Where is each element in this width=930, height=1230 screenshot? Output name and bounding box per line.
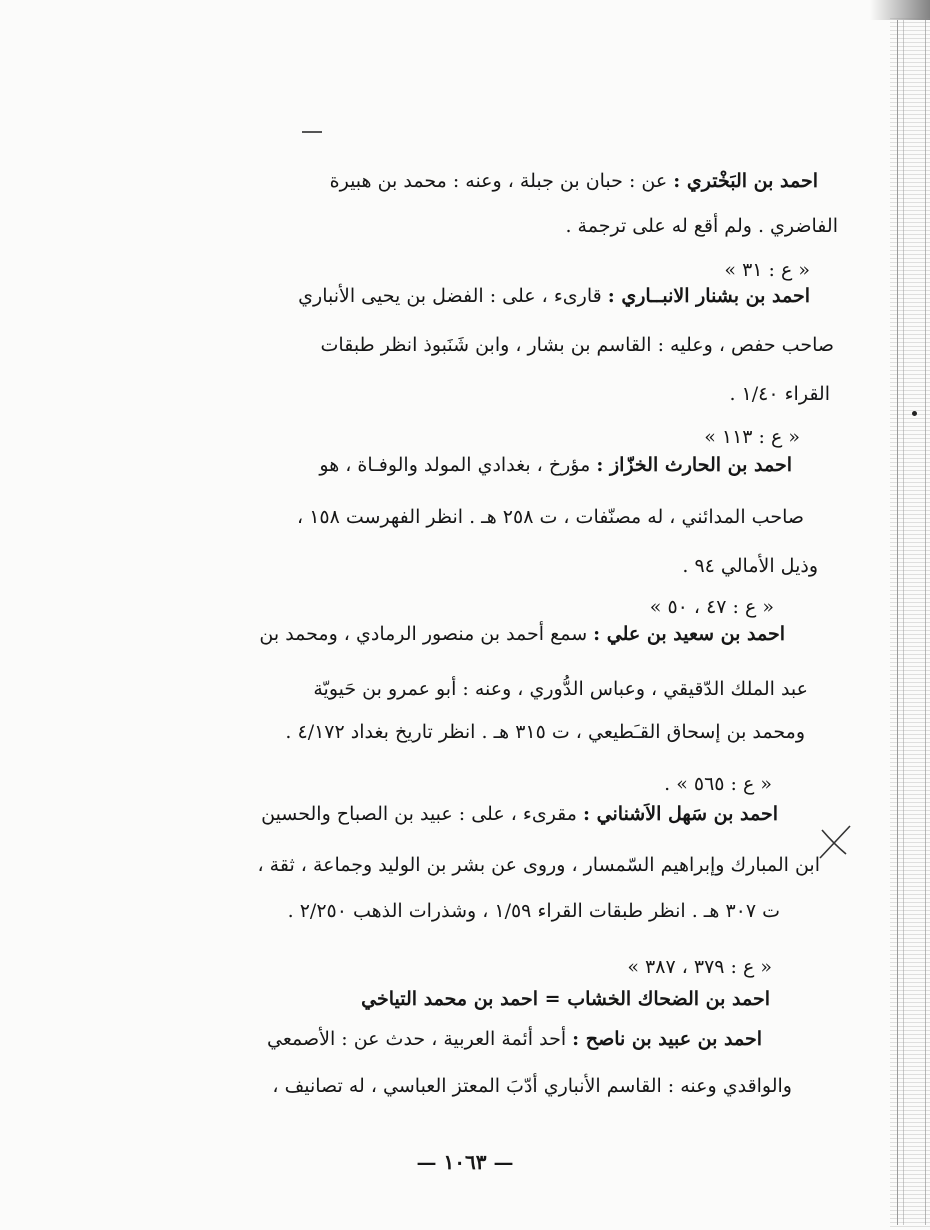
entry-3-ref: « ع : ٤٧ ، ٥٠ »	[649, 596, 774, 618]
page-edge-line	[925, 20, 926, 1225]
entry-3-line-3: وذيل الأمالي ٩٤ .	[682, 555, 818, 577]
entry-1-line-2: الفاضري . ولم أقع له على ترجمة .	[565, 215, 838, 237]
entry-5-line-3: ت ٣٠٧ هـ . انظر طبقات القراء ١/٥٩ ، وشذرات الذهب ٢/٢٥٠ .	[287, 900, 780, 922]
entry-4-ref: « ع : ٥٦٥ » .	[664, 773, 772, 795]
entry-4-line-3: ومحمد بن إسحاق القـَطيعي ، ت ٣١٥ هـ . انظر تاريخ بغداد ٤/١٧٢ .	[285, 721, 805, 743]
entry-2-line-1	[298, 287, 810, 306]
top-dash-mark	[302, 131, 322, 133]
entry-6-line-1	[267, 1030, 762, 1049]
entry-5-name: احمد بن سَهل الاَشناني :	[583, 803, 778, 825]
entry-3-name: احمد بن الحارث الخزّاز :	[596, 454, 792, 476]
entry-5-line-2: ابن المبارك وإبراهيم السّمسار ، وروى عن بشر بن الوليد وجماعة ، ثقة ،	[257, 854, 820, 876]
entry-2-text-1: قارىء ، على : الفضل بن يحيى الأنباري	[298, 285, 602, 307]
entry-4-name: احمد بن سعيد بن علي :	[593, 623, 785, 645]
entry-1-text-1: عن : حبان بن جبلة ، وعنه : محمد بن هبيرة	[329, 170, 668, 192]
entry-5-line-1	[261, 805, 778, 824]
page-edge-line	[903, 20, 904, 1225]
entry-4-line-1	[259, 625, 785, 644]
handwritten-x-mark	[816, 822, 854, 862]
cross-reference: احمد بن الضحاك الخشاب = احمد بن محمد التياخي	[361, 988, 770, 1010]
entry-1-ref: « ع : ٣١ »	[724, 259, 810, 281]
entry-6-text-1: أحد أئمة العربية ، حدث عن : الأصمعي	[267, 1028, 567, 1050]
entry-2-ref: « ع : ١١٣ »	[704, 426, 800, 448]
page-edge-texture	[890, 18, 930, 1230]
entry-6-line-2: والواقدي وعنه : القاسم الأنباري أدّبَ المعتز العباسي ، له تصانيف ،	[272, 1075, 792, 1097]
entry-4-text-1: سمع أحمد بن منصور الرمادي ، ومحمد بن	[259, 623, 588, 645]
entry-2-name: احمد بن بشنار الانبــاري :	[607, 285, 810, 307]
margin-dot-mark	[912, 411, 917, 416]
entry-1-name: احمد بن البَخْتري :	[673, 170, 818, 192]
entry-5-ref: « ع : ٣٧٩ ، ٣٨٧ »	[627, 956, 772, 978]
entry-3-line-1	[319, 456, 792, 475]
page-number: — ١٠٦٣ —	[416, 1150, 514, 1174]
entry-3-line-2: صاحب المدائني ، له مصنّفات ، ت ٢٥٨ هـ . انظر الفهرست ١٥٨ ،	[297, 506, 804, 528]
entry-2-line-3: القراء ١/٤٠ .	[729, 383, 830, 405]
page-edge-line	[897, 20, 898, 1225]
entry-6-name: احمد بن عبيد بن ناصح :	[572, 1028, 762, 1050]
scan-corner-shadow	[870, 0, 930, 20]
entry-1-line-1	[330, 172, 818, 191]
entry-4-line-2: عبد الملك الدّقيقي ، وعباس الدُّوري ، وعنه : أبو عمرو بن حَيويّة	[313, 678, 808, 700]
entry-5-text-1: مقرىء ، على : عبيد بن الصباح والحسين	[261, 803, 577, 825]
entry-3-text-1: مؤرخ ، بغدادي المولد والوفـاة ، هو	[319, 454, 591, 476]
entry-2-line-2: صاحب حفص ، وعليه : القاسم بن بشار ، وابن شَنَبوذ انظر طبقات	[320, 334, 834, 356]
